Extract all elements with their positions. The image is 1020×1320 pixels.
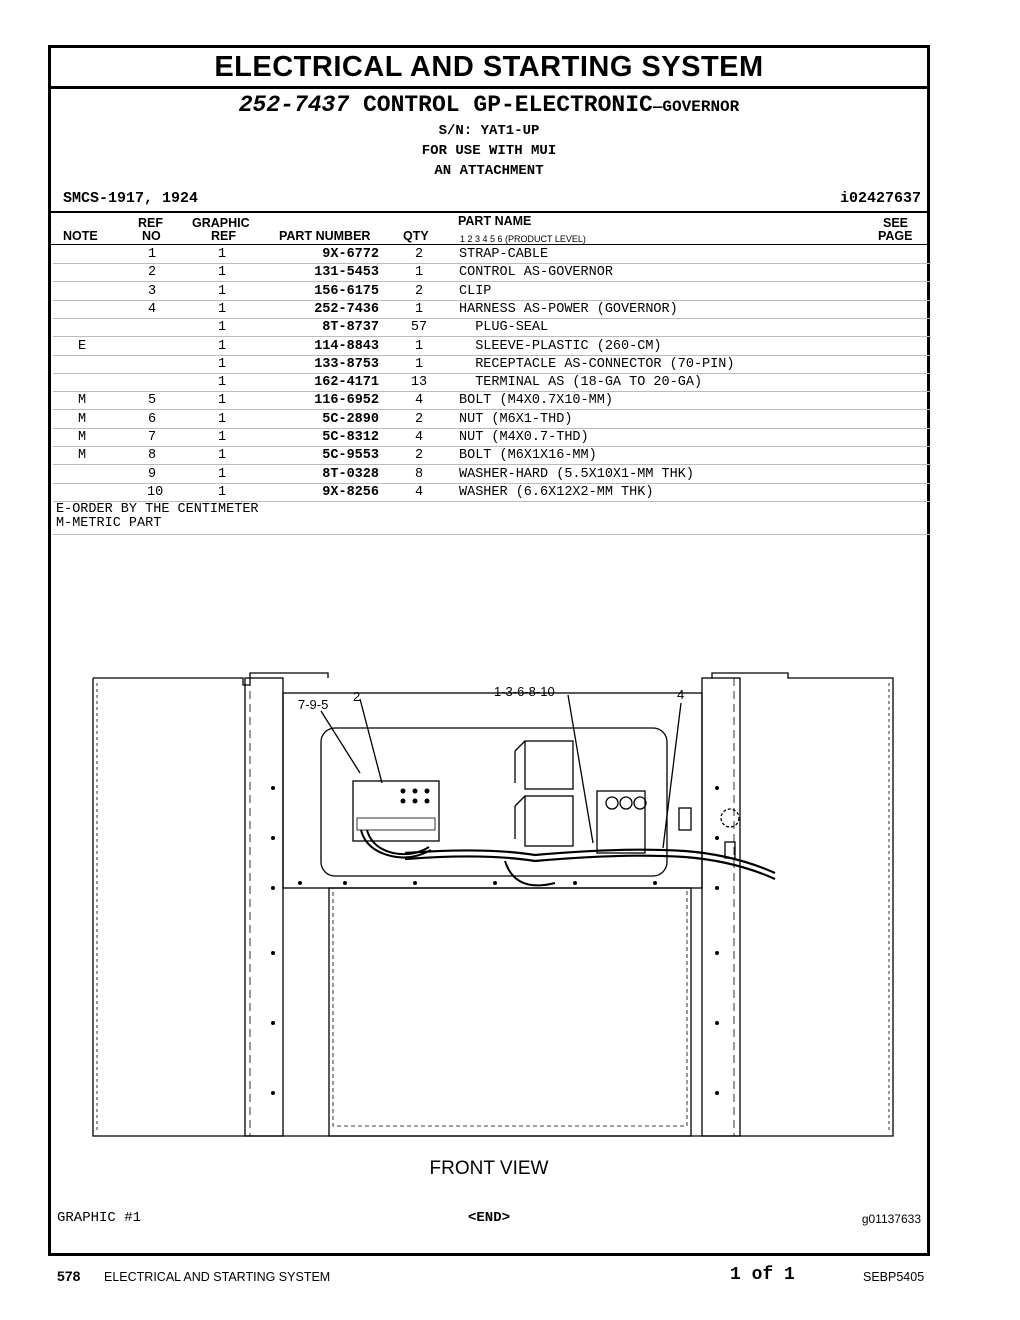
cell-graphic: 1 (217, 448, 227, 464)
header-divider (51, 211, 927, 213)
table-row (53, 337, 931, 356)
cell-qty: 8 (414, 466, 424, 482)
cell-graphic: 1 (217, 375, 227, 391)
group-name: CONTROL GP-ELECTRONIC (362, 92, 653, 118)
cell-name: WASHER-HARD (5.5X10X1-MM THK) (459, 466, 694, 482)
callout-4: 4 (677, 687, 685, 702)
page-frame (48, 45, 930, 1256)
cell-pn: 156-6175 (314, 283, 379, 299)
cell-graphic: 1 (217, 283, 227, 299)
table-row (53, 263, 931, 282)
col-note: NOTE (63, 229, 98, 243)
front-view-diagram (85, 633, 905, 1153)
cell-pn: 5C-9553 (322, 448, 379, 464)
cell-graphic: 1 (217, 484, 227, 500)
cell-graphic: 1 (217, 411, 227, 427)
cell-pn: 252-7436 (314, 301, 379, 317)
cell-ref: 8 (147, 448, 157, 464)
cell-ref: 2 (147, 265, 157, 281)
cell-qty: 4 (414, 393, 424, 409)
leader-7-9-5 (321, 711, 360, 773)
cell-pn: 131-5453 (314, 265, 379, 281)
table-row (53, 465, 931, 484)
cell-ref: 4 (147, 301, 157, 317)
cell-pn: 114-8843 (314, 338, 379, 354)
diagram-caption: FRONT VIEW (429, 1158, 549, 1179)
attachment-line: AN ATTACHMENT (434, 163, 544, 179)
relay-block-2 (525, 796, 573, 846)
cell-pn: 133-8753 (314, 356, 379, 372)
footer-section-title: ELECTRICAL AND STARTING SYSTEM (104, 1270, 331, 1284)
relay-block-1 (525, 741, 573, 789)
note-m: M-METRIC PART (56, 516, 162, 531)
cell-pn: 116-6952 (314, 393, 379, 409)
col-ref-bottom: NO (142, 229, 161, 243)
cell-note: M (78, 430, 87, 445)
cell-name: HARNESS AS-POWER (GOVERNOR) (459, 301, 678, 317)
cell-qty: 2 (414, 411, 424, 427)
serial-number: S/N: YAT1-UP (438, 123, 540, 139)
cell-pn: 162-4171 (314, 375, 379, 391)
cell-name: TERMINAL AS (18-GA TO 20-GA) (459, 375, 703, 391)
cell-qty: 2 (414, 247, 424, 262)
page-title: ELECTRICAL AND STARTING SYSTEM (51, 48, 927, 89)
cell-pn: 8T-0328 (322, 466, 379, 482)
cell-name: RECEPTACLE AS-CONNECTOR (70-PIN) (459, 356, 735, 372)
table-row (53, 245, 931, 264)
cell-graphic: 1 (217, 466, 227, 482)
cell-qty: 2 (414, 448, 424, 464)
cell-qty: 13 (410, 375, 428, 391)
cell-name: BOLT (M6X1X16-MM) (459, 448, 597, 464)
cell-qty: 1 (414, 265, 424, 281)
cell-qty: 4 (414, 430, 424, 445)
leader-2 (360, 699, 382, 783)
group-heading (51, 92, 927, 118)
cell-pn: 8T-8737 (322, 320, 379, 336)
end-marker: <END> (467, 1210, 510, 1226)
product-levels: 1 2 3 4 5 6 (PRODUCT LEVEL) (460, 234, 586, 244)
callout-7-9-5: 7-9-5 (298, 697, 329, 712)
col-part-number: PART NUMBER (279, 229, 371, 243)
cell-name: NUT (M6X1-THD) (459, 411, 573, 427)
cell-note: M (78, 393, 87, 409)
cell-name: PLUG-SEAL (459, 320, 549, 336)
footer-doc-id: SEBP5405 (863, 1270, 925, 1284)
footer-page-of: 1 of 1 (730, 1265, 795, 1285)
col-see-top: SEE (883, 216, 909, 230)
cell-ref: 1 (147, 247, 157, 262)
col-see-bottom: PAGE (878, 229, 913, 243)
cell-pn: 9X-8256 (322, 484, 379, 500)
callout-1-3-6-8-10: 1-3-6-8-10 (494, 684, 555, 699)
cell-pn: 5C-8312 (322, 430, 379, 445)
table-row (53, 355, 931, 374)
col-ref-top: REF (138, 216, 163, 230)
cell-name: SLEEVE-PLASTIC (260-CM) (459, 338, 662, 354)
table-row (53, 300, 931, 319)
col-graphic-bottom: REF (211, 229, 236, 243)
group-number: 252-7437 (238, 92, 350, 118)
cell-name: CONTROL AS-GOVERNOR (459, 265, 613, 281)
cell-graphic: 1 (217, 247, 227, 262)
table-notes (56, 503, 259, 531)
leader-1-3-6-8-10 (568, 695, 593, 843)
cell-qty: 2 (414, 283, 424, 299)
table-row (53, 282, 931, 301)
table-row (53, 391, 931, 410)
cell-graphic: 1 (217, 320, 227, 336)
note-e: E-ORDER BY THE CENTIMETER (56, 502, 259, 517)
cell-ref: 9 (147, 466, 157, 482)
table-row (53, 483, 931, 502)
group-suffix: —GOVERNOR (652, 98, 740, 116)
left-post (245, 678, 283, 1136)
cell-graphic: 1 (217, 430, 227, 445)
table-row (53, 410, 931, 429)
cell-graphic: 1 (217, 265, 227, 281)
callout-2: 2 (353, 689, 361, 704)
cell-qty: 57 (410, 320, 428, 336)
col-qty: QTY (403, 229, 429, 243)
use-with: FOR USE WITH MUI (421, 143, 557, 159)
graphic-id: g01137633 (861, 1212, 921, 1226)
cell-ref: 7 (147, 430, 157, 445)
illustration-id: i02427637 (839, 190, 921, 207)
cell-graphic: 1 (217, 393, 227, 409)
cell-graphic: 1 (217, 338, 227, 354)
table-row (53, 446, 931, 465)
terminal-box (679, 808, 691, 830)
lower-opening (329, 888, 691, 1136)
cell-graphic: 1 (217, 301, 227, 317)
col-part-name: PART NAME (458, 214, 532, 228)
notes-rule (53, 534, 931, 535)
cell-ref: 10 (147, 484, 164, 500)
col-graphic-top: GRAPHIC (192, 216, 250, 230)
cell-name: NUT (M4X0.7-THD) (459, 430, 589, 445)
cell-qty: 4 (414, 484, 424, 500)
cell-note: E (78, 338, 87, 354)
cell-name: STRAP-CABLE (459, 247, 549, 262)
table-row (53, 428, 931, 447)
cell-note: M (78, 411, 87, 427)
housing-outline (93, 673, 893, 1136)
cell-ref: 5 (147, 393, 157, 409)
footer-page-number: 578 (57, 1268, 81, 1284)
graphic-label: GRAPHIC #1 (57, 1210, 142, 1226)
cell-graphic: 1 (217, 356, 227, 372)
cell-name: BOLT (M4X0.7X10-MM) (459, 393, 613, 409)
cell-pn: 9X-6772 (322, 247, 379, 262)
mount-holes (271, 786, 719, 1095)
cell-name: WASHER (6.6X12X2-MM THK) (459, 484, 654, 500)
table-row (53, 318, 931, 337)
cell-name: CLIP (459, 283, 492, 299)
cell-ref: 6 (147, 411, 157, 427)
table-row (53, 373, 931, 392)
cell-ref: 3 (147, 283, 157, 299)
cell-note: M (78, 448, 87, 464)
smcs-code: SMCS-1917, 1924 (63, 190, 199, 207)
leader-4 (663, 703, 681, 848)
cell-qty: 1 (414, 356, 424, 372)
cell-qty: 1 (414, 338, 424, 354)
cell-qty: 1 (414, 301, 424, 317)
housing-left-top (93, 673, 328, 685)
cell-pn: 5C-2890 (322, 411, 379, 427)
